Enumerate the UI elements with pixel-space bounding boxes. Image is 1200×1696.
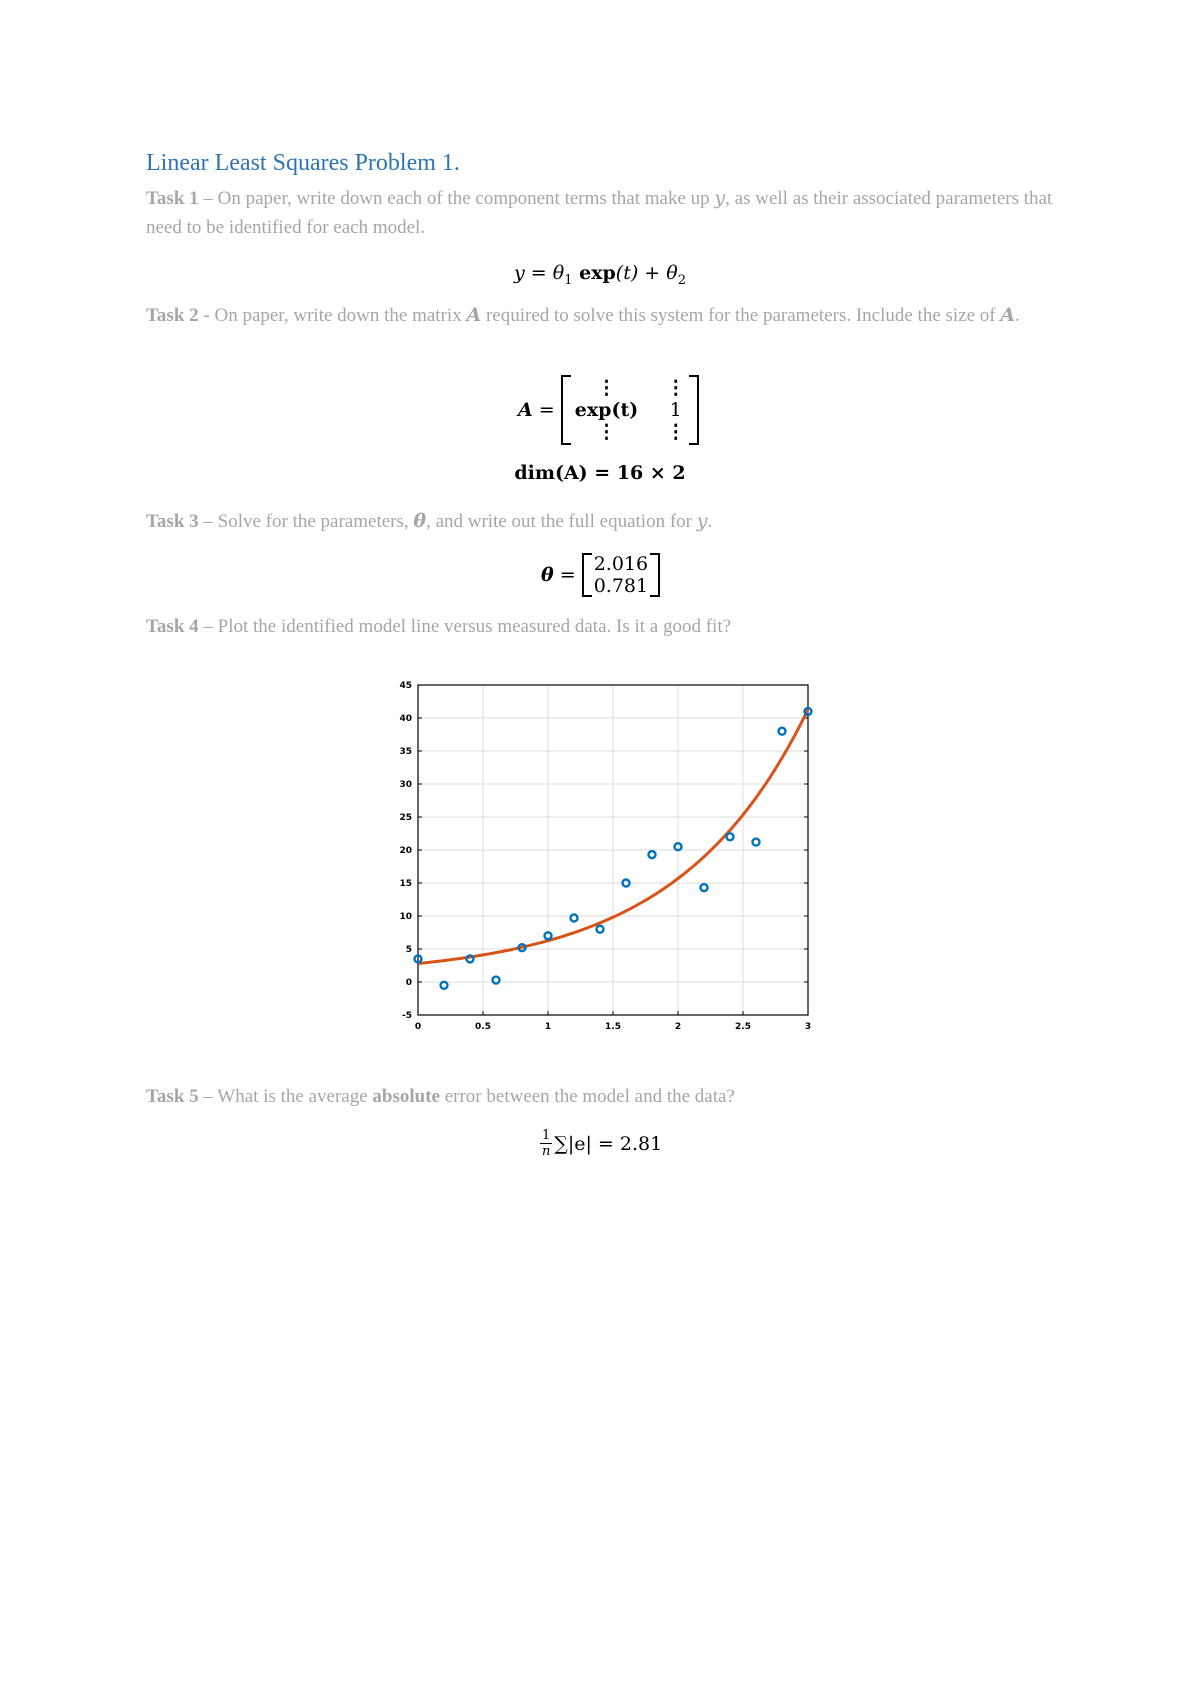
theta-value: 2.016 [593,553,649,575]
data-point [597,926,604,933]
x-tick-label: 1.5 [605,1022,621,1032]
model-equation [0,262,1200,288]
task-2-text-b: required to solve this system for the parameters. Include the size of [481,305,1001,326]
y-tick-label: 35 [399,747,412,757]
data-point [467,955,474,962]
y-tick-label: 30 [399,780,412,790]
task-2-var2: A [1000,304,1016,326]
task-5-label: Task 5 [146,1086,199,1107]
y-tick-label: 0 [405,978,412,988]
x-tick-label: 2 [674,1022,682,1032]
theta-eqsign: = [553,564,582,586]
task-1-text-a: – On paper, write down each of the component terms that make up [198,188,715,209]
x-tick-label: 3 [804,1022,812,1032]
theta-value: 0.781 [593,575,649,597]
matrix-cell: ⋮ [596,377,616,399]
task-2-text-a: - On paper, write down the matrix [198,305,467,326]
matrix-cell: ⋮ [666,377,686,399]
eq1-plus: + [638,262,667,284]
task-5-paragraph [146,1082,1066,1111]
data-point [571,914,578,921]
task-3-label: Task 3 [146,511,199,532]
task-1-var: y [714,187,726,209]
task-3-text-a: – Solve for the parameters, [198,511,414,532]
matrix-cell: ⋮ [666,421,686,443]
matrix-cell: 1 [669,399,682,421]
task-3-var2: y [696,510,708,532]
matrix-cell: ⋮ [596,421,616,443]
dimension-equation: dim(A) = 16 × 2 [514,462,686,484]
task-2-paragraph [146,301,1066,330]
error-frac-den: n [541,1144,551,1159]
data-point [779,728,786,735]
task-4-label: Task 4 [146,616,199,637]
y-tick-label: -5 [402,1011,412,1021]
data-point [441,982,448,989]
y-tick-label: 25 [399,813,412,823]
y-tick-label: 40 [399,714,412,724]
task-2-text-c: . [1015,305,1020,326]
theta-vector [592,553,650,597]
x-tick-label: 0.5 [475,1022,491,1032]
y-tick-label: 20 [399,846,412,856]
task-4-text: – Plot the identified model line versus measured data. Is it a good fit? [198,616,732,637]
task-1-paragraph [146,184,1066,242]
data-point [649,851,656,858]
data-point [701,884,708,891]
error-frac-num: 1 [542,1128,551,1143]
matrix-a [571,377,689,443]
data-point [493,977,500,984]
fit-chart-svg [386,675,826,1035]
fit-chart [386,675,826,1040]
data-point [727,833,734,840]
task-2-label: Task 2 [146,305,199,326]
y-tick-label: 10 [399,912,412,922]
x-tick-label: 1 [544,1022,552,1032]
matrix-equation [518,375,699,445]
y-tick-label: 15 [399,879,412,889]
task-1-label: Task 1 [146,188,199,209]
task-3-text-b: , and write out the full equation for [426,511,697,532]
theta-lhs: θ [541,564,554,586]
task-5-text-b: error between the model and the data? [439,1086,735,1107]
eq1-fn: exp [572,262,616,284]
matrix-eqsign: = [532,399,561,421]
eq1-theta1: θ [552,262,565,284]
task-3-var: θ [413,510,427,532]
task-4-paragraph [146,612,1066,641]
matrix-right-bracket [689,375,699,445]
task-3-paragraph [146,507,1066,536]
theta-equation [541,553,660,597]
y-tick-label: 45 [399,681,412,691]
theta-right-bracket [650,553,660,597]
eq1-arg: (t) [615,262,639,284]
matrix-cell: exp(t) [574,399,639,421]
eq1-sub1: 1 [564,272,573,288]
x-tick-label: 2.5 [735,1022,751,1032]
task-1-text-b: , as well as their associated parameters that need to be identified for each model. [146,188,1053,238]
eq1-lhs: y [514,262,525,284]
error-fraction [540,1128,552,1159]
task-2-var: A [466,304,482,326]
task-5-bold: absolute [372,1086,440,1107]
data-point [753,839,760,846]
theta-left-bracket [582,553,592,597]
y-tick-label: 5 [405,945,412,955]
eq1-theta2: θ [666,262,678,284]
eq1-eqsign: = [524,262,553,284]
error-equation [540,1128,662,1159]
matrix-left-bracket [561,375,571,445]
error-sum: ∑|e| = 2.81 [554,1132,663,1155]
x-tick-label: 0 [414,1022,422,1032]
eq1-sub2: 2 [677,272,686,288]
page-title: Linear Least Squares Problem 1. [146,150,460,176]
matrix-lhs: A [518,399,533,421]
task-5-text-a: – What is the average [198,1086,373,1107]
task-3-text-c: . [707,511,713,532]
